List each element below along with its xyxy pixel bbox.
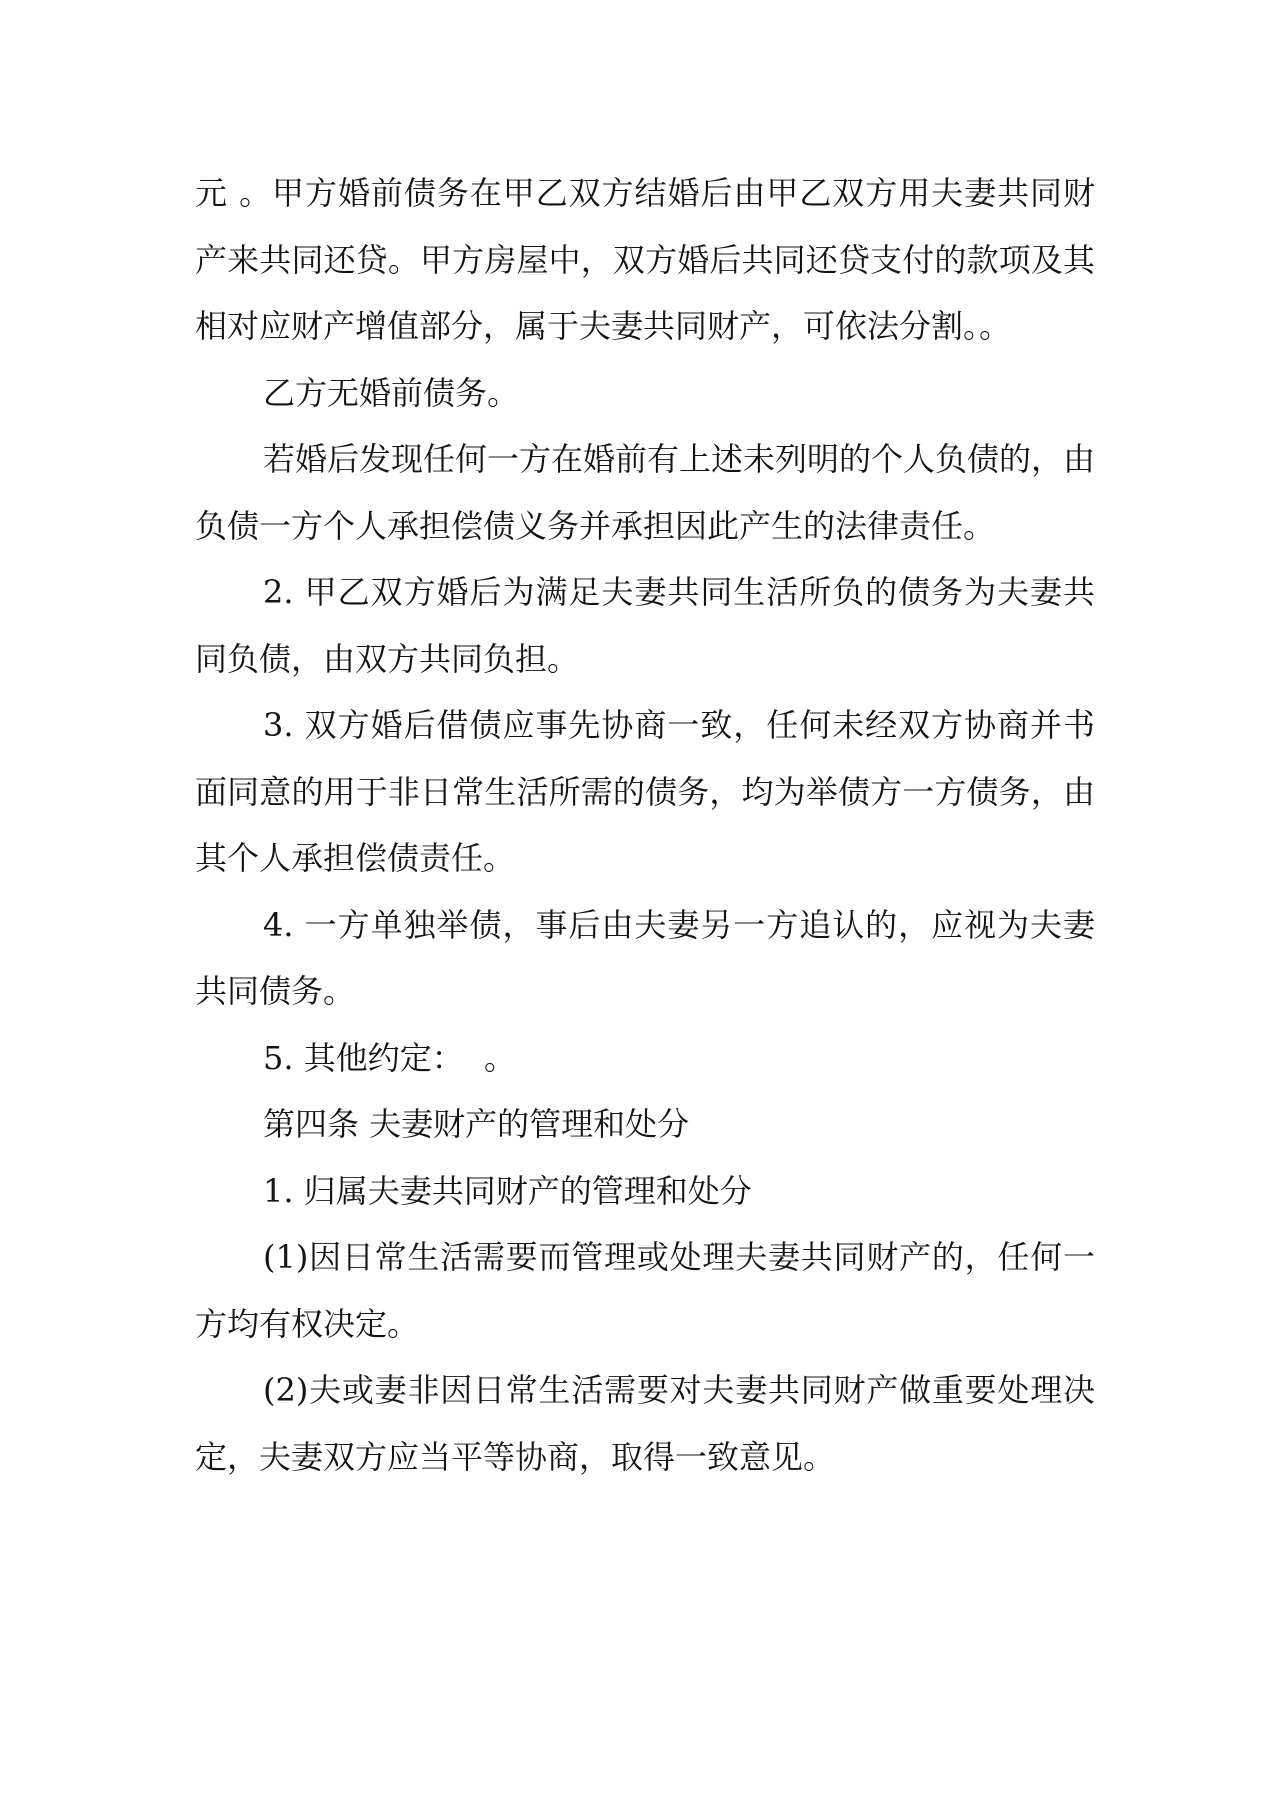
paragraph-clause-2: 2. 甲乙双方婚后为满足夫妻共同生活所负的债务为夫妻共同负债，由双方共同负担。 — [195, 573, 1095, 678]
paragraph-clause-4: 4. 一方单独举债，事后由夫妻另一方追认的，应视为夫妻共同债务。 — [195, 905, 1095, 1010]
paragraph-section-1-heading: 1. 归属夫妻共同财产的管理和处分 — [263, 1171, 752, 1210]
paragraph-undisclosed-debt: 若婚后发现任何一方在婚前有上述未列明的个人负债的，由负债一方个人承担偿债义务并承担因此产生的法律责任。 — [195, 440, 1096, 545]
article-4-heading: 第四条 夫妻财产的管理和处分 — [263, 1105, 690, 1143]
paragraph-item-2: (2)夫或妻非因日常生活需要对夫妻共同财产做重要处理决定，夫妻双方应当平等协商，取得一致意见。 — [195, 1371, 1095, 1476]
paragraph-clause-5: 5. 其他约定： 。 — [263, 1038, 517, 1077]
paragraph-party-b-no-debt: 乙方无婚前债务。 — [263, 373, 520, 412]
document-body — [195, 160, 1095, 1490]
paragraph-item-1: (1)因日常生活需要而管理或处理夫妻共同财产的，任何一方均有权决定。 — [195, 1238, 1095, 1343]
paragraph-debt-continuation: 元 。甲方婚前债务在甲乙双方结婚后由甲乙双方用夫妻共同财产来共同还贷。甲方房屋中，双方婚后共同还贷支付的款项及其相对应财产增值部分，属于夫妻共同财产，可依法分割。。 — [195, 174, 1095, 345]
paragraph-clause-3: 3. 双方婚后借债应事先协商一致，任何未经双方协商并书面同意的用于非日常生活所需的债务，均为举债方一方债务，由其个人承担偿债责任。 — [195, 706, 1095, 877]
